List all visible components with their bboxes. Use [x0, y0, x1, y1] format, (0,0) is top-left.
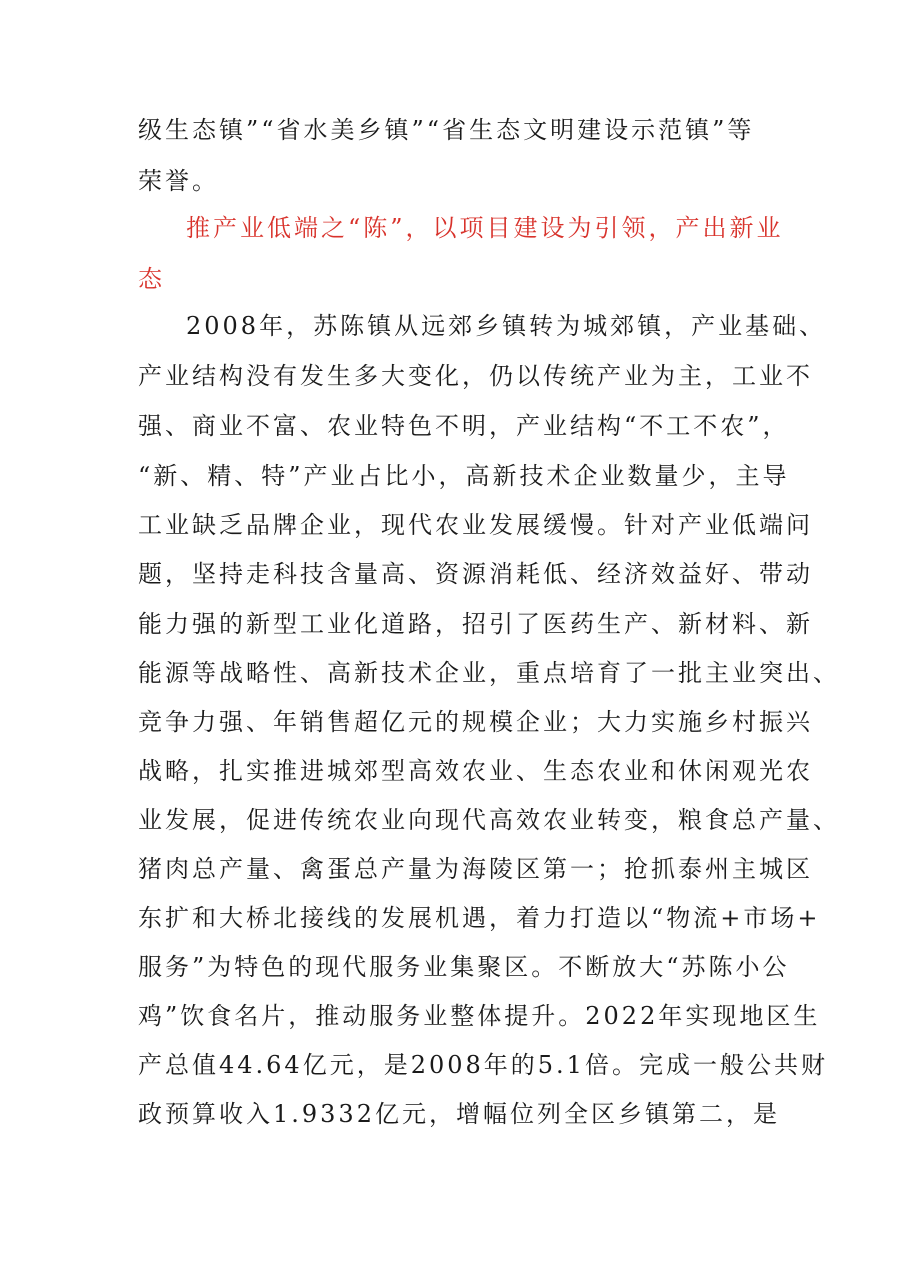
paragraph-line-10: 战略，扎实推进城郊型高效农业、生态农业和休闲观光农 [138, 757, 813, 785]
paragraph-line-2: 产业结构没有发生多大变化，仍以传统产业为主，工业不 [138, 362, 813, 390]
paragraph-line-3: 强、商业不富、农业特色不明，产业结构“不工不农”， [138, 412, 790, 440]
section-heading-line-1: 推产业低端之“陈”，以项目建设为引领，产出新业 [186, 214, 784, 242]
paragraph-line-17: 政预算收入1.9332亿元，增幅位列全区乡镇第二，是 [138, 1100, 780, 1128]
paragraph-line-6: 题，坚持走科技含量高、资源消耗低、经济效益好、带动 [138, 560, 813, 588]
paragraph-line-14: 服务”为特色的现代服务业集聚区。不断放大“苏陈小公 [138, 953, 790, 981]
body-line-1: 级生态镇”“省水美乡镇”“省生态文明建设示范镇”等 [138, 116, 755, 144]
paragraph-line-13: 东扩和大桥北接线的发展机遇，着力打造以“物流+市场+ [138, 904, 821, 932]
paragraph-line-5: 工业缺乏品牌企业，现代农业发展缓慢。针对产业低端问 [138, 511, 813, 539]
body-line-2: 荣誉。 [138, 167, 219, 195]
paragraph-line-11: 业发展，促进传统农业向现代高效农业转变，粮食总产量、 [138, 806, 840, 834]
paragraph-line-16: 产总值44.64亿元，是2008年的5.1倍。完成一般公共财 [138, 1051, 828, 1079]
paragraph-line-9: 竞争力强、年销售超亿元的规模企业；大力实施乡村振兴 [138, 708, 813, 736]
paragraph-line-4: “新、精、特”产业占比小，高新技术企业数量少，主导 [138, 462, 790, 490]
section-heading-line-2: 态 [138, 265, 165, 293]
paragraph-line-1: 2008年，苏陈镇从远郊乡镇转为城郊镇，产业基础、 [186, 312, 827, 340]
paragraph-line-8: 能源等战略性、高新技术企业，重点培育了一批主业突出、 [138, 659, 840, 687]
paragraph-line-15: 鸡”饮食名片，推动服务业整体提升。2022年实现地区生 [138, 1002, 821, 1030]
paragraph-line-12: 猪肉总产量、禽蛋总产量为海陵区第一；抢抓泰州主城区 [138, 855, 813, 883]
paragraph-line-7: 能力强的新型工业化道路，招引了医药生产、新材料、新 [138, 610, 813, 638]
